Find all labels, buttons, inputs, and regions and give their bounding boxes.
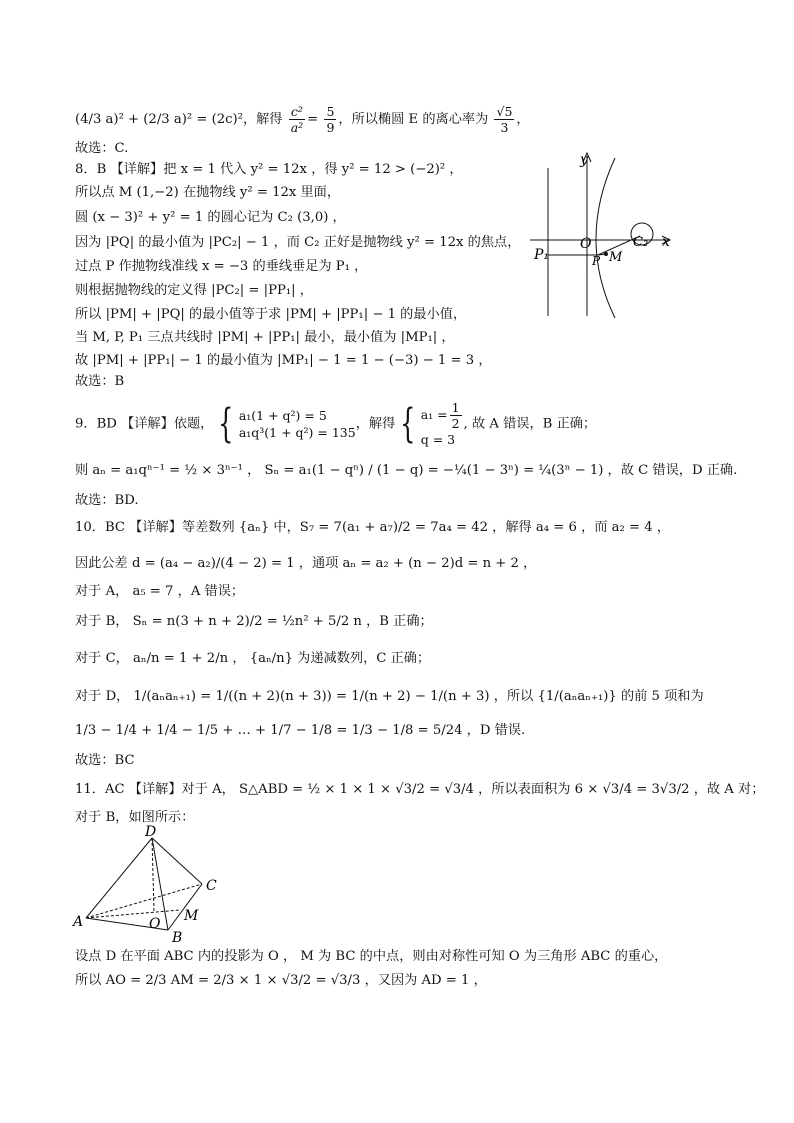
p8-line-2: 所以点 M (1,−2) 在抛物线 y² = 12x 里面，	[75, 185, 341, 200]
edge-dc	[152, 838, 202, 884]
parabola-figure	[520, 148, 680, 323]
p7-answer: 故选：C.	[75, 141, 129, 156]
label-o: O	[580, 236, 592, 252]
p8-answer: 故选：B	[75, 374, 125, 389]
label-m: M	[184, 908, 199, 924]
p8-line-1: 8．B 【详解】把 x = 1 代入 y² = 12x ，得 y² = 12 > (−2)² ，	[75, 162, 463, 177]
left-brace: {	[218, 401, 234, 447]
label-c: C	[206, 878, 217, 894]
label-p1: P₁	[534, 247, 550, 263]
p7-value-fraction: $\frac{5}{9}$	[326, 104, 335, 135]
p10-line-1: 10．BC 【详解】等差数列 {aₙ} 中，S₇ = 7(a₁ + a₇)/2 = 7a₄ = 42 ，解得 a₄ = 6 ，而 a₂ = 4 ，	[75, 520, 671, 535]
p9-line-2: 则 aₙ = a₁qⁿ⁻¹ = ½ × 3ⁿ⁻¹ ， Sₙ = a₁(1 − qⁿ) / (1 − q) = −¼(1 − 3ⁿ) = ¼(3ⁿ − 1) ，故 C 错误，D 正确.	[75, 463, 738, 478]
label-x: x	[662, 234, 670, 250]
edge-da	[86, 838, 152, 918]
label-o: O	[149, 916, 161, 932]
p10-line-7: 1/3 − 1/4 + 1/4 − 1/5 + … + 1/7 − 1/8 = 1/3 − 1/8 = 5/24 ，D 错误.	[75, 723, 526, 738]
p8-line-3: 圆 (x − 3)² + y² = 1 的圆心记为 C₂ (3,0) ，	[75, 210, 346, 225]
p8-line-5: 过点 P 作抛物线准线 x = −3 的垂线垂足为 P₁ ，	[75, 259, 368, 274]
label-y: y	[580, 152, 588, 168]
p7-line-1: (4/3 a)² + (2/3 a)² = (2c)²，解得 $\frac{\text{c²}}{\text{a²}}$ = $\frac{5}{9}$ ，所以椭圆 E 的离心率为 $\frac{√5}{3}$ ，	[75, 104, 530, 135]
p9-line-1: 9．BD 【详解】依题， { a₁(1 + q²) = 5 a₁q³(1 + q²) = 135 ，解得 { a₁ = $\frac{1}{2}$ q = 3 , 故 A 错误，B 正确；	[75, 400, 597, 447]
p8-line-9: 故 |PM| + |PP₁| − 1 的最小值为 |MP₁| − 1 = 1 − (−3) − 1 = 3 ，	[75, 353, 492, 368]
p8-line-8: 当 M, P, P₁ 三点共线时 |PM| + |PP₁| 最小，最小值为 |MP₁| ，	[75, 330, 455, 345]
p7-ratio-fraction: $\frac{\text{c²}}{\text{a²}}$	[290, 104, 304, 135]
label-d: D	[145, 824, 157, 840]
p10-line-3: 对于 A， a₅ = 7 ，A 错误；	[75, 584, 245, 599]
label-b: B	[172, 930, 183, 944]
tetrahedron-figure	[70, 822, 230, 944]
p10-line-5: 对于 C， aₙ/n = 1 + 2/n ， {aₙ/n} 为递减数列，C 正确；	[75, 651, 431, 666]
p7-equation: (4/3 a)² + (2/3 a)² = (2c)²	[75, 112, 243, 127]
p9-result-system: a₁ = $\frac{1}{2}$ q = 3	[420, 400, 460, 447]
parabola-curve	[596, 158, 615, 318]
p10-line-4: 对于 B， Sₙ = n(3 + n + 2)/2 = ½n² + 5/2 n ，B 正确；	[75, 614, 433, 629]
label-p: P	[592, 254, 601, 268]
p8-line-4: 因为 |PQ| 的最小值为 |PC₂| − 1 ，而 C₂ 正好是抛物线 y² = 12x 的焦点，	[75, 235, 521, 250]
point-m	[604, 252, 608, 256]
p8-line-6: 则根据抛物线的定义得 |PC₂| = |PP₁| ，	[75, 283, 313, 298]
p7-eccentricity-fraction: $\frac{√5}{3}$	[496, 104, 513, 135]
p11-line-1: 11．AC 【详解】对于 A， S△ABD = ½ × 1 × 1 × √3/2 = √3/4 ，所以表面积为 6 × √3/4 = 3√3/2 ，故 A 对；	[75, 782, 765, 797]
p10-line-6: 对于 D， 1/(aₙaₙ₊₁) = 1/((n + 2)(n + 3)) = 1/(n + 2) − 1/(n + 3) ，所以 {1/(aₙaₙ₊₁)} 的前 5 项和为	[75, 689, 704, 704]
label-a: A	[73, 914, 84, 930]
p10-answer: 故选：BC	[75, 753, 135, 768]
p8-line-7: 所以 |PM| + |PQ| 的最小值等于求 |PM| + |PP₁| − 1 的最小值，	[75, 307, 467, 322]
label-c2: C₂	[633, 235, 649, 250]
p11-line-4: 所以 AO = 2/3 AM = 2/3 × 1 × √3/2 = √3/3 ，又因为 AD = 1 ，	[75, 973, 487, 988]
label-m: M	[609, 250, 623, 265]
p9-answer: 故选：BD.	[75, 493, 139, 508]
p11-line-3: 设点 D 在平面 ABC 内的投影为 O ， M 为 BC 的中点，则由对称性可知 O 为三角形 ABC 的重心，	[75, 949, 668, 964]
left-brace-result: {	[400, 401, 416, 447]
p10-line-2: 因此公差 d = (a₄ − a₂)/(4 − 2) = 1 ，通项 aₙ = a₂ + (n − 2)d = n + 2 ，	[75, 556, 537, 571]
p11-line-2: 对于 B，如图所示：	[75, 810, 195, 825]
p9-system: a₁(1 + q²) = 5 a₁q³(1 + q²) = 135	[238, 408, 356, 440]
